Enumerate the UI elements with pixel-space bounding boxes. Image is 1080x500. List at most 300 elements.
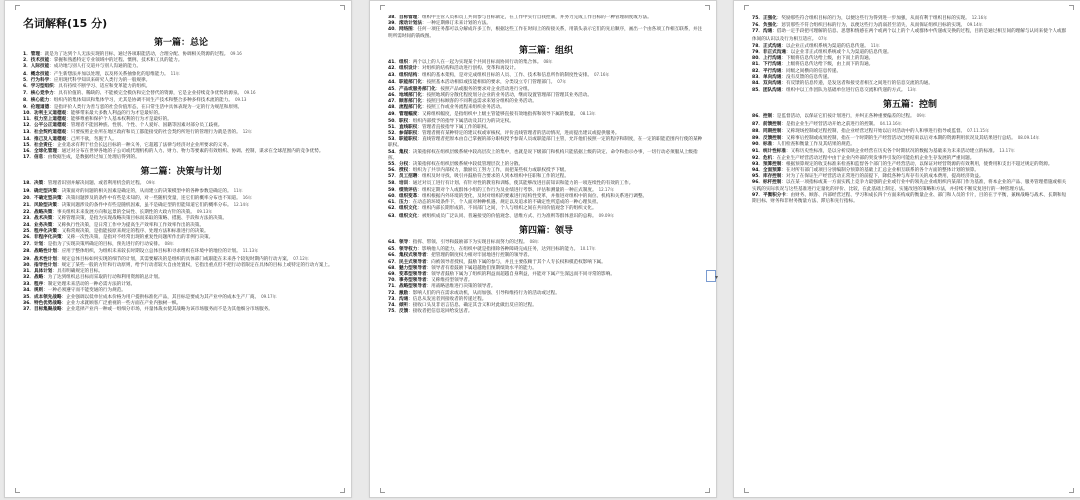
exam-year-mark: 12.17年: [598, 186, 615, 192]
page-content: [23, 15, 339, 489]
term-definition: 向被领导者授权，鼓励下属的参与，并且主要依赖于其个人专长权和模范权影响下属。: [431, 259, 606, 265]
term-separator: ：: [52, 269, 57, 275]
term-name: 4．概念技能: [23, 71, 50, 77]
term-name: 63．组织文化: [388, 213, 418, 219]
term-definition: 下级将信息传达给上级，由下而上的沟通。: [785, 56, 874, 62]
term-name: 97．平衡积分卡: [752, 192, 786, 198]
term-separator: ：: [426, 259, 432, 265]
term-name: 39．滚动计划法: [388, 21, 422, 27]
term-name: 58．培训: [388, 180, 409, 186]
term-entry: [23, 248, 339, 255]
term-separator: ：: [772, 155, 777, 161]
term-definition: 领导者有着鼓励下属超越他们预期绩效水平的能力。: [431, 265, 537, 271]
term-separator: ：: [417, 174, 422, 180]
term-separator: ：: [417, 247, 422, 253]
term-definition: 能够带来最大多数人利益的行为才是最好的。: [70, 110, 163, 116]
term-definition: 同级之间横向的信息传递。: [785, 68, 842, 74]
term-entry: [752, 128, 1068, 135]
term-definition: 管理者识别并解决问题、或者利用机会的过程。: [47, 181, 145, 187]
term-name: 61．压力: [388, 200, 409, 206]
section-heading: 第一篇：总论: [153, 38, 208, 48]
term-name: 64．领导: [388, 239, 409, 245]
term-entry: [752, 15, 1068, 22]
term-name: 15．社会责任: [23, 142, 53, 148]
term-entry: [23, 97, 339, 104]
term-definition: 对为了在保证生产经营活动正常进行的前提下，降低各种与库存有关的成本费用，提高经济效益。: [785, 174, 984, 180]
page-corner-mark: [340, 488, 345, 493]
term-entry: [752, 29, 1068, 42]
term-separator: ：: [417, 124, 422, 130]
term-entry: [23, 195, 339, 202]
term-entry: [388, 79, 704, 86]
section-heading: 第四篇：领导: [518, 225, 573, 236]
term-separator: ：: [781, 43, 786, 49]
term-separator: ：: [56, 262, 62, 268]
term-name: 93．预算控制: [752, 161, 782, 167]
term-definition: 是指评价人类行为善与恶的社会价值形态，在日常生活中具体表现为一定的行为规范和原则。: [53, 104, 243, 110]
term-name: 54．集权: [388, 149, 409, 155]
term-separator: ：: [781, 128, 786, 134]
page-corner-mark: [1069, 488, 1074, 493]
term-definition: 组织内部授予的指导下属活动及其行为的决定权。: [412, 118, 514, 124]
term-name: 18．决策: [23, 181, 44, 187]
term-definition: 组织内的集体知识和集体学习，尤其是协调不同生产技术和整合多种多样技术流的能力。: [53, 98, 233, 104]
term-separator: ：: [43, 287, 48, 293]
term-name: 83．单向沟通: [752, 74, 782, 80]
term-definition: 信息从发送者到接收者的传递过程。: [412, 296, 487, 302]
term-name: 48．流程部门化: [388, 105, 422, 111]
term-separator: ：: [781, 168, 786, 174]
term-entry: [23, 188, 339, 195]
exam-year-mark: 11年: [233, 187, 243, 193]
section-heading: 第五篇：控制: [882, 100, 937, 111]
term-definition: 制定处理未来活动的一种必需方法的计划。: [47, 281, 136, 287]
term-name: 26．非程序化决策: [23, 235, 62, 241]
chevron-down-icon: ▾: [715, 274, 719, 281]
term-separator: ：: [43, 242, 48, 248]
document-page-2: [369, 0, 717, 498]
term-name: 75．正强化: [752, 16, 777, 21]
term-separator: ：: [408, 309, 413, 315]
term-name: 36．特色优势战略: [23, 301, 62, 307]
page-corner-mark: [744, 5, 749, 10]
term-name: 23．战术决策: [23, 216, 53, 222]
term-entry: [388, 239, 704, 246]
term-definition: 被组织成员广泛认同、普遍接受的价值观念、思维方式、行为准则等群体意识的总称。: [421, 213, 597, 219]
document-title: 名词解释(15 分): [23, 17, 108, 30]
term-name: 49．管理幅度: [388, 112, 418, 118]
term-definition: 产生新想法并加以处理，以及将关系抽象化的思维能力。: [53, 71, 169, 77]
term-name: 5．行为科学: [23, 77, 50, 83]
term-definition: 在企业生产经营活动过程中由于企业内外部的突发事件引发的可能危机企业生存发展的严重问题。: [776, 155, 975, 161]
page-corner-mark: [705, 488, 710, 493]
term-entry: [23, 256, 339, 263]
term-definition: 由数据生成，是数据经过加工处理后得到的。: [47, 155, 140, 161]
term-definition: 直线管理者把原本由自己掌握的部分职权授予参谋人员或职能部门主管，允许他们按照一定的程序和制度，在一定的职能范围内行使的某种职权。: [388, 137, 703, 149]
exam-year-mark: 08.13年: [580, 111, 596, 117]
term-name: 94．全面预算: [752, 168, 782, 174]
term-entry: [388, 187, 704, 194]
page-corner-mark: [380, 5, 385, 10]
term-definition: 组织根据内外环境的变化，及时对组织的要素进行结构性变革，并推进对组织中的岗位、机构和关系进行调整。: [421, 194, 648, 200]
exam-year-mark: 10.17年: [580, 246, 596, 252]
term-name: 10．功利主义道德观: [23, 110, 67, 116]
term-definition: 没有反馈的信息传递。: [785, 74, 832, 80]
term-definition: 能够尊重和保护个人基本权利的行为才是最好的。: [70, 117, 172, 123]
term-separator: ：: [417, 112, 422, 118]
term-name: 67．民主式领导者: [388, 259, 427, 265]
term-separator: ：: [49, 98, 54, 104]
term-name: 66．集权式领导者: [388, 253, 427, 259]
term-separator: ：: [52, 222, 57, 228]
term-separator: ：: [66, 123, 71, 129]
term-definition: 按照基本活动相似或技能相似的要求，分类设立专门管理部门。: [426, 80, 556, 86]
exam-year-mark: 08年: [164, 241, 174, 247]
page-corner-mark: [380, 488, 385, 493]
section-heading: 第二篇：决策与计划: [140, 167, 222, 178]
term-name: 79．非正式沟通: [752, 50, 786, 56]
exam-year-mark: 13年: [907, 87, 917, 93]
term-separator: ：: [49, 77, 54, 83]
term-definition: 接收口头及非语言信息、确定其含义和对此做出反应的过程。: [412, 302, 537, 308]
term-separator: ：: [426, 284, 432, 290]
term-separator: ：: [61, 294, 67, 300]
term-separator: ：: [417, 213, 422, 219]
term-entry: [23, 71, 339, 78]
term-name: 74．倾听: [388, 302, 409, 308]
term-separator: ：: [421, 80, 427, 86]
term-definition: 是指企业生产经营活动开始之前进行的控制。: [785, 121, 878, 127]
term-separator: ：: [417, 206, 422, 212]
exam-year-mark: 16年: [242, 194, 252, 200]
term-separator: ：: [412, 27, 418, 33]
exam-year-mark: 09.16: [244, 90, 256, 96]
term-separator: ：: [781, 88, 786, 94]
term-separator: ：: [408, 59, 413, 65]
document-page-3: [733, 0, 1080, 498]
term-name: 46．地域部门化: [388, 92, 422, 98]
term-name: 34．规则: [23, 287, 44, 293]
term-definition: 又称事后控制或成果控制，指在一个时期的生产经营活动已经结束以后对本期的资源利用状况及其结果进行总结。: [785, 136, 1016, 142]
term-name: 71．战略型领导者: [388, 284, 427, 290]
term-separator: ：: [417, 194, 422, 200]
term-separator: ：: [772, 29, 777, 35]
term-separator: ：: [52, 210, 57, 216]
term-separator: ：: [781, 121, 786, 127]
term-name: 72．激励: [388, 290, 409, 296]
term-definition: 又称历史性标准，是以分析反映企业经营在历史各个时期状况的数据为基础来为未来活动建立的标准。: [790, 149, 998, 155]
term-name: 11．权力至上道德观: [23, 117, 67, 123]
term-definition: 又称管理决策，是指为实现战略决策目标而采取的策略、措施、手段和方法的决策。: [56, 216, 227, 222]
term-name: 40．网络图: [388, 27, 413, 33]
term-definition: 通过对分布在世界各地的子公司或代理机构的人力、财力、物力等要素的有效组织、协调、控制，谋求在全球范围内的竞争优势。: [61, 149, 324, 155]
term-name: 43．组织结构: [388, 73, 418, 79]
term-separator: ：: [408, 168, 413, 174]
term-definition: 只要按照企业所在地区政府和员工都能接受的社会契约所进行的管理行为就是善的。: [70, 130, 241, 136]
exam-year-mark: 09.16: [230, 51, 242, 56]
term-definition: 规定了某些一般的方针和行动原则，给予行动者较大自由处置权，它指出重点但不把行动者限定在具体的目标上或特定的行动方案上。: [61, 262, 333, 268]
term-definition: 按照目标顾客的不同利益需求来划分组织的业务活动。: [426, 99, 537, 105]
term-name: 92．危机: [752, 155, 773, 161]
term-name: 30．指导性计划: [23, 262, 57, 268]
term-separator: ：: [417, 73, 422, 79]
exam-year-mark: 07.12年: [293, 255, 309, 261]
term-separator: ：: [426, 253, 432, 259]
term-separator: ：: [56, 228, 62, 234]
term-separator: ：: [781, 174, 786, 180]
term-name: 91．统计性标准: [752, 149, 786, 155]
term-definition: 通过对员工进行有计划、有针对性的教育和训练，使其能够改进目前知识和能力的一项连续性的有效的工作。: [412, 180, 634, 186]
term-separator: ：: [43, 181, 48, 187]
exam-year-mark: 09.09年: [598, 212, 615, 218]
term-definition: 按照地域的分散化程度划分企业的业务活动，继而设置管理部门管理其业务活动。: [426, 92, 592, 98]
page-corner-mark: [340, 5, 345, 10]
term-name: 68．魅力型领导者: [388, 265, 427, 271]
term-definition: 一种必须遵守而不能变通的行为规范。: [47, 287, 126, 293]
page-corner-mark: [705, 5, 710, 10]
term-definition: 事关组织未来发展方向和远景的全局性、长期性的大政方针的决策。: [56, 210, 195, 216]
term-name: 13．社会契约道德观: [23, 130, 67, 136]
term-entry: [388, 27, 704, 39]
term-definition: 组织内部长期形成的、不同部门之间，个人与组织之间在共同价值观念下的组织文化。: [421, 206, 597, 212]
term-name: 14．推己及人道德观: [23, 136, 67, 142]
exam-year-mark: 11年: [870, 42, 880, 48]
term-name: 96．标杆控制: [752, 180, 782, 186]
page-corner-mark: [15, 488, 20, 493]
term-separator: ：: [408, 239, 413, 245]
term-separator: ：: [408, 162, 413, 168]
term-entry: [23, 129, 339, 136]
term-separator: ：: [43, 155, 48, 161]
term-definition: 又称常规决策，是指能按原来规定的程序、处理方法和标准进行的决策。: [61, 228, 209, 234]
term-definition: 由财务、顾客、内部经营过程、学习和成长四个方面来构成的衡量企业、部门和人员的卡片，目的在于平衡，兼顾战略与战术、长期和短期目标、财务和非财务衡量方法、滞后和先行指标。: [752, 192, 1067, 205]
term-definition: 为了达到组织总目标而采取的行动和利用资源的总计划。: [47, 275, 163, 281]
term-definition: 组织为了共享内部权力，激励员工努力工作，而把某些权力或职权授予下级。: [412, 168, 569, 174]
term-name: 57．员工招聘: [388, 174, 418, 180]
term-separator: ：: [53, 91, 59, 97]
term-name: 88．同期控制: [752, 128, 782, 134]
term-separator: ：: [52, 142, 57, 148]
term-separator: ：: [66, 136, 71, 142]
term-separator: ：: [49, 64, 54, 70]
term-name: 75．反馈: [388, 309, 409, 315]
term-separator: ：: [408, 302, 413, 308]
term-separator: ：: [421, 92, 427, 98]
term-separator: ：: [408, 118, 413, 124]
term-name: 31．具体计划: [23, 269, 53, 275]
term-name: 2．技术技能: [23, 58, 50, 64]
term-name: 27．计划: [23, 242, 44, 248]
term-name: 22．战略决策: [23, 210, 53, 216]
term-separator: ：: [417, 137, 422, 143]
term-definition: 人们检查和衡量工作及其结果的规范。: [776, 142, 855, 148]
term-definition: 组织定期对个人或群体小组的工作行为及业绩进行考察、评估和测量的一种正式制度。: [421, 187, 597, 193]
term-name: 21．风险型决策: [23, 203, 57, 209]
term-name: 76．负强化: [752, 23, 777, 29]
term-separator: ：: [785, 149, 791, 155]
exam-year-mark: 04.13.16年: [879, 120, 902, 126]
term-separator: ：: [781, 161, 786, 167]
term-definition: 上级将信息传达给下级，由上而下的沟通。: [785, 62, 874, 68]
section-heading: 第三篇：组织: [518, 45, 573, 56]
term-name: 59．绩效评估: [388, 187, 418, 193]
term-entry: [23, 180, 339, 187]
term-separator: ：: [408, 290, 413, 296]
term-separator: ：: [781, 136, 786, 142]
term-name: 56．授权: [388, 168, 409, 174]
term-definition: 具有明确规定的目标。: [56, 269, 103, 275]
term-entry: [388, 59, 704, 66]
term-separator: ：: [421, 99, 427, 105]
term-separator: ：: [781, 68, 786, 74]
term-definition: 在动态的环境条件下，个人面对种种机遇、规定以及追求的不确定性所造成的一种心理负担。: [412, 200, 602, 206]
term-separator: ：: [772, 142, 777, 148]
exam-year-mark: 09.13年: [196, 209, 213, 215]
term-separator: ：: [56, 249, 62, 255]
term-name: 69．变革型领导者: [388, 271, 427, 277]
page-content: [752, 15, 1068, 489]
term-definition: 己所不欲，勿施于人。: [70, 136, 117, 142]
term-separator: ：: [776, 23, 782, 29]
term-separator: ：: [426, 278, 432, 284]
exam-year-mark: 07年: [557, 79, 567, 85]
term-separator: ：: [66, 130, 71, 136]
term-separator: ：: [56, 256, 62, 262]
term-separator: ：: [426, 271, 432, 277]
term-definition: 用战略思维进行决策的领导者。: [431, 284, 496, 290]
term-definition: 又称现场控制或过程控制，指企业经营过程开始以后对活动中的人和事进行指导或监督。: [785, 128, 966, 134]
term-definition: 以企业非正式组织系统或个人为渠道的信息传递。: [790, 50, 892, 56]
term-definition: 对组织的结构和活动进行创构、变革和再设计。: [421, 66, 519, 72]
term-definition: 两个以上的人在一起为实现某个共同目标而协同行动的集合体。: [412, 59, 542, 65]
page-corner-mark: [1069, 5, 1074, 10]
exam-year-mark: 12年: [242, 129, 252, 135]
term-definition: 任何一项任务都可以分解成许多工作，根据这些工作在时间上的衔接关系，用箭头表示它们的先后顺序，画出一个由各项工作相互联系，并注明所需时间的箭线图。: [388, 27, 703, 39]
exam-year-mark: 11年: [170, 70, 180, 76]
term-definition: 接收者把信息返回给发送者。: [412, 309, 473, 315]
page-content: [388, 15, 704, 489]
term-name: 81．下行沟通: [752, 62, 782, 68]
term-entry: [752, 121, 1068, 128]
term-name: 24．业务决策: [23, 222, 53, 228]
term-name: 42．组织设计: [388, 66, 418, 72]
term-name: 84．双向沟通: [752, 81, 782, 87]
exam-year-mark: 13.17年: [999, 148, 1015, 154]
term-name: 12．公平公正道德观: [23, 123, 67, 129]
term-separator: ：: [417, 187, 422, 193]
term-name: 50．职权: [388, 118, 409, 124]
term-definition: 规定总体目标如何实现的细节的计划，其需要解决的是组织的具体部门或职能在未来各个较短时期内的行动方案。: [61, 256, 292, 262]
term-definition: 应用于整体组织，为组织未来较长时期设立总体目标和寻求组织在环境中的地位的计划。: [61, 249, 241, 255]
term-entry: [388, 72, 704, 79]
term-name: 28．战略性计划: [23, 249, 57, 255]
term-name: 62．组织文化: [388, 206, 418, 212]
term-separator: ：: [781, 74, 786, 80]
term-name: 86．控制: [752, 114, 773, 120]
exam-year-mark: 07.11.15年: [967, 127, 989, 133]
term-separator: ：: [417, 131, 422, 137]
term-name: 89．反馈控制: [752, 136, 782, 142]
term-entry: [388, 213, 704, 220]
term-name: 38．目标管理: [388, 15, 418, 20]
term-separator: ：: [421, 105, 427, 111]
term-definition: 掌握和熟悉特定专业领域中的过程、惯例、技术和工具的能力。: [53, 58, 183, 64]
term-separator: ：: [56, 149, 62, 155]
exam-year-mark: 09年: [146, 180, 156, 186]
term-definition: 管理者拥有某种特定的建议权或审核权，评价直线管理者的活动情况，进而提出建议或提供服务。: [421, 131, 620, 137]
term-name: 6．学习型组织: [23, 84, 54, 90]
term-name: 35．成本领先战略: [23, 294, 62, 300]
term-definition: 根据预算规定的收支标准来检查和监督各个部门的生产经营活动，以保证对经营资源的有效利用，使费用和支出不超过规定的资源。: [785, 161, 1053, 167]
exam-year-mark: 08.09.14年: [1017, 135, 1040, 141]
document-page-1: [4, 0, 352, 498]
term-definition: 领导者鼓励下属为了组织的利益而超越自身利益，并能对下属产生深远而不同寻常的影响。: [431, 271, 615, 277]
term-separator: ：: [781, 180, 786, 186]
exam-year-mark: 12.16年: [971, 15, 988, 20]
term-name: 17．信息: [23, 155, 44, 161]
term-name: 33．程序: [23, 281, 44, 287]
term-definition: 按照产品或服务的要求对企业活动进行分组。: [440, 86, 533, 92]
term-name: 44．职能部门化: [388, 80, 422, 86]
term-separator: ：: [781, 81, 786, 87]
term-name: 82．平行沟通: [752, 68, 782, 74]
term-definition: 就是为了达到个人无法实现的目标，通过各项职能活动，合理分配、协调相关资源的过程。: [44, 52, 229, 57]
term-definition: 企业追求有利于社会长远目标的一种义务，它超越了法律与经济对企业所要求的义务。: [56, 142, 232, 148]
term-name: 20．不确定型决策: [23, 195, 62, 201]
term-definition: 决策指挥权在组织层级系统中较低管理层次上的分散。: [412, 162, 524, 168]
term-entry: [752, 87, 1068, 94]
term-definition: 在对所有部门或项目分别编制分预算的基础上汇总企业相互联系的各个方面的整体计划的预算。: [785, 168, 979, 174]
term-definition: 决策问题涉及的条件中有些是随机因素，虽不是确定型的但能知道它们的概率分布。: [61, 203, 232, 209]
term-name: 3．人际技能: [23, 64, 50, 70]
term-definition: 管理者不能因种族、性别、个性、个人爱好、国籍等因素对部分员工歧视。: [70, 123, 223, 129]
term-entry: [23, 155, 339, 161]
term-definition: 应用现代科学知识来研究人类行为的一般规律。: [53, 77, 151, 83]
term-separator: ：: [52, 216, 57, 222]
term-name: 70．事务型领导者: [388, 278, 427, 284]
term-separator: ：: [61, 307, 67, 313]
exam-year-mark: 07.16年: [593, 72, 610, 78]
term-definition: 决策指挥权在组织层级系统中较高层次上的集中，也就是说下级部门和机构只能依据上级的决定、命令和指示办事，一切行动必须服从上级指挥。: [388, 149, 698, 161]
term-separator: ：: [49, 104, 54, 110]
page-corner-mark: [744, 488, 749, 493]
term-name: 1．管理: [23, 52, 40, 57]
term-entry: [23, 241, 339, 248]
term-name: 7．核心竞争力: [23, 91, 54, 97]
exam-year-mark: 09.13: [234, 97, 247, 103]
exam-year-mark: 07年: [818, 35, 828, 41]
term-definition: 企业选择产业内一种或一组细分市场，并量体裁衣使其战略为该市场服务而不是为其他细分市场服务。: [66, 307, 273, 313]
term-definition: 组织中主管人员和员工共同参与目标制定，在工作中实行自我控制，并努力完成工作目标的一种管理制度或方法。: [421, 15, 652, 20]
term-name: 87．前馈控制: [752, 121, 782, 127]
term-separator: ：: [426, 265, 432, 271]
term-definition: 奖励那些符合组织目标的行为，以便这些行为得到进一步加强，从而有利于组织目标的实现。: [781, 16, 970, 21]
term-name: 8．核心能力: [23, 98, 50, 104]
term-separator: ：: [776, 16, 782, 21]
term-name: 95．库存控制: [752, 174, 782, 180]
term-name: 77．沟通: [752, 29, 773, 35]
term-entry: [23, 202, 339, 209]
term-name: 32．战略: [23, 275, 44, 281]
term-separator: ：: [772, 114, 777, 120]
term-name: 29．战术性计划: [23, 256, 57, 262]
page-layout-icon[interactable]: [706, 270, 718, 284]
term-definition: 又称维持型领导者。: [431, 278, 473, 284]
term-separator: ：: [408, 296, 413, 302]
term-definition: 成功地与别人打交道并与别人沟通的能力。: [53, 64, 142, 70]
term-separator: ：: [781, 56, 786, 62]
term-separator: ：: [43, 281, 48, 287]
